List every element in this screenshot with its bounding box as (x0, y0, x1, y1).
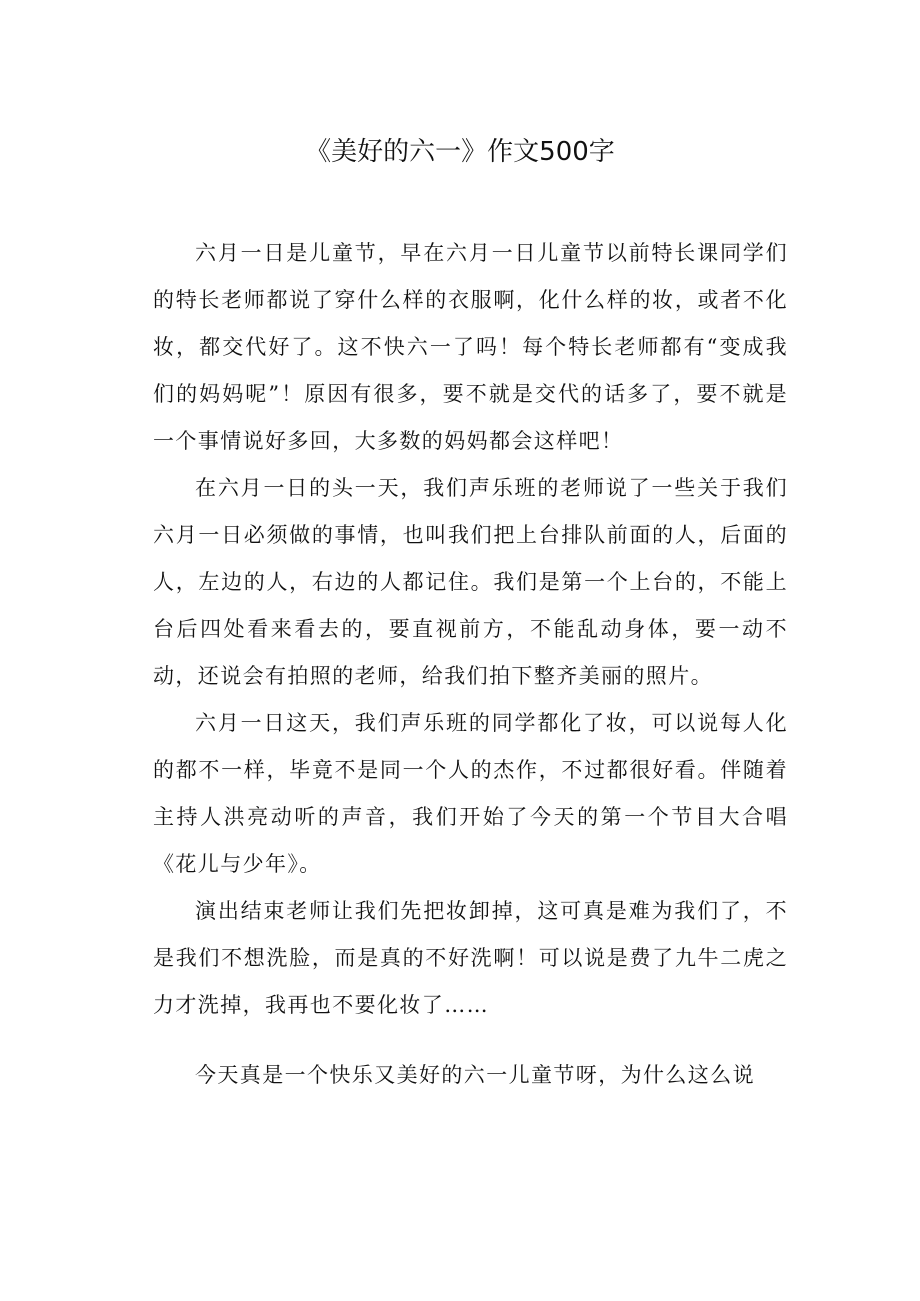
paragraph-5: 今天真是一个快乐又美好的六一儿童节呀，为什么这么说 (195, 1063, 755, 1087)
document-body (153, 230, 788, 1099)
paragraph-2: 在六月一日的头一天，我们声乐班的老师说了一些关于我们六月一日必须做的事情，也叫我们把上台排队前面的人，后面的人，左边的人，右边的人都记住。我们是第一个上台的，不能上台后四处看来看去的，要直视前方，不能乱动身体，要一动不动，还说会有拍照的老师，给我们拍下整齐美丽的照片。 (153, 476, 788, 688)
document-title: 《美好的六一》作文500字 (305, 137, 615, 167)
paragraph-4: 演出结束老师让我们先把妆卸掉，这可真是难为我们了，不是我们不想洗脸，而是真的不好洗啊！可以说是费了九牛二虎之力才洗掉，我再也不要化妆了…… (153, 899, 788, 1017)
paragraph-1: 六月一日是儿童节，早在六月一日儿童节以前特长课同学们的特长老师都说了穿什么样的衣服啊，化什么样的妆，或者不化妆，都交代好了。这不快六一了吗！每个特长老师都有“变成我们的妈妈呢”！原因有很多，要不就是交代的话多了，要不就是一个事情说好多回，大多数的妈妈都会这样吧！ (153, 241, 788, 453)
paragraph-3: 六月一日这天，我们声乐班的同学都化了妆，可以说每人化的都不一样，毕竟不是同一个人的杰作，不过都很好看。伴随着主持人洪亮动听的声音，我们开始了今天的第一个节目大合唱《花儿与少年》。 (153, 711, 788, 876)
